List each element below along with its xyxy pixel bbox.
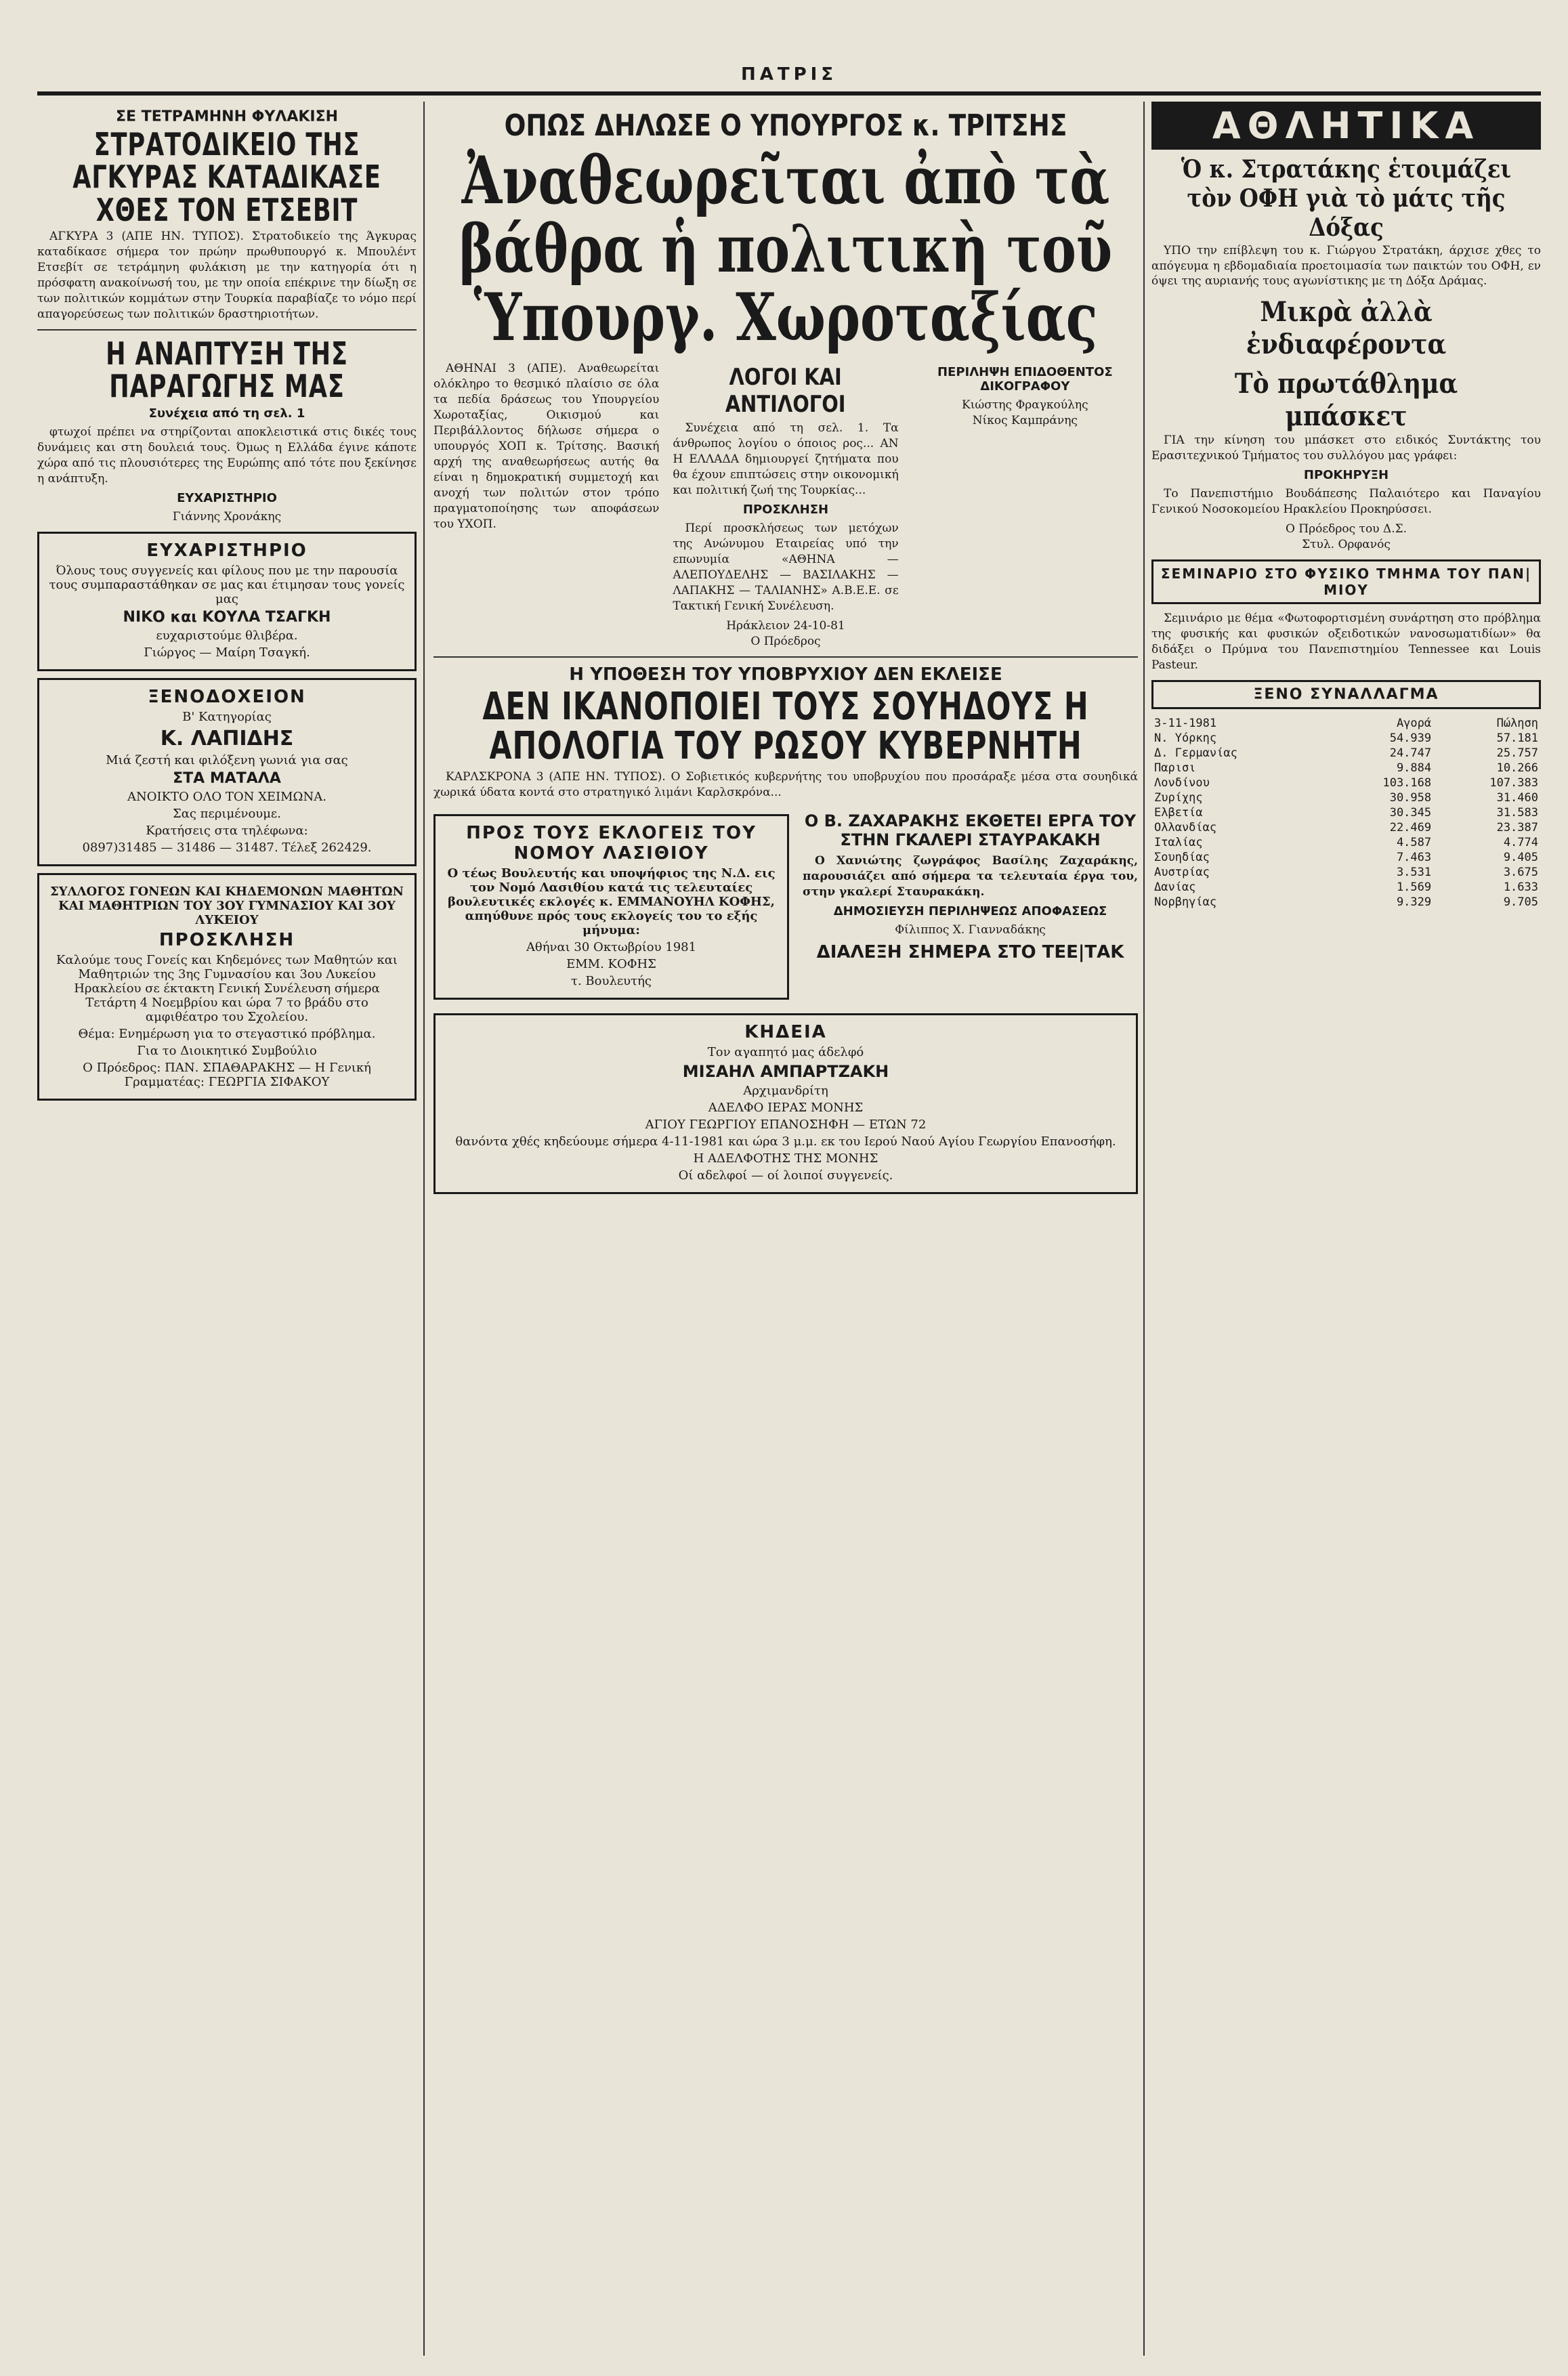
box-text: Σας περιμένουμε. — [173, 806, 281, 821]
fx-currency: Νορβηγίας — [1154, 895, 1217, 909]
article-body: Σεμινάριο με θέμα «Φωτοφορτισμένη συνάρτηση στο πρόβλημα της φυσικής και φυσικών οξειδοτικών νανοσωματιδίων» θα διδάξει ο Πρύμνα του Πανεπιστημίου Tennessee και Louis Pasteur. — [1151, 612, 1541, 672]
article-headline: ΔΕΝ ΙΚΑΝΟΠΟΙΕΙ ΤΟΥΣ ΣΟΥΗΔΟΥΣ Η ΑΠΟΛΟΓΙΑ ΤΟΥ ΡΩΣΟΥ ΚΥΒΕΡΝΗΤΗ — [482, 684, 1089, 769]
article-kicker: ΟΠΩΣ ΔΗΛΩΣΕ Ο ΥΠΟΥΡΓΟΣ κ. ΤΡΙΤΣΗΣ — [504, 108, 1067, 143]
fx-row — [1151, 895, 1541, 910]
fx-buy: 3.531 — [1396, 865, 1432, 879]
article-body: Ο Χανιώτης ζωγράφος Βασίλης Ζαχαράκης, παρουσιάζει από σήμερα τα τελευταία έργα του, στην γκαλερί Σταυρακάκη. — [803, 854, 1138, 899]
fx-sell: 57.181 — [1496, 731, 1538, 745]
section-headline: ΠΕΡΙΛΗΨΗ ΕΠΙΔΟΘΕΝΤΟΣ ΔΙΚΟΓΡΑΦΟΥ — [937, 365, 1113, 394]
section-headline: ΠΡΟΚΗΡΥΞΗ — [1303, 468, 1389, 483]
fx-buy: 54.939 — [1389, 731, 1432, 745]
fx-buy: 30.345 — [1389, 805, 1432, 820]
fx-col-buy: Αγορά — [1396, 716, 1432, 730]
article-subcolumn — [803, 807, 1138, 1006]
fx-sell: 23.387 — [1496, 820, 1538, 834]
association-notice — [37, 873, 417, 1101]
article-body: φτωχοί πρέπει να στηρίζονται αποκλειστικά στις δικές τους δυνάμεις και στη δουλειά τους. Όμως η Ελλάδα έγινε κάποτε χώρα από τις πλουσιότερες της Ευρώπης από τότε που ξεκίνησε η ανάπτυξη. — [37, 425, 417, 486]
fx-sell: 25.757 — [1496, 746, 1538, 760]
funeral-notice — [433, 1013, 1138, 1194]
box-text: Θέμα: Ενημέρωση για το στεγαστικό πρόβλημα. — [78, 1026, 376, 1041]
box-title: ΚΗΔΕΙΑ — [744, 1022, 827, 1043]
left-column — [37, 102, 417, 2356]
sports-banner: ΑΘΛΗΤΙΚΑ — [1151, 102, 1541, 150]
article-headline: Η ΑΝΑΠΤΥΞΗ ΤΗΣ ΠΑΡΑΓΩΓΗΣ ΜΑΣ — [106, 335, 348, 404]
fx-sell: 107.383 — [1489, 776, 1538, 790]
hotel-name: Κ. ΛΑΠΙΔΗΣ — [160, 726, 294, 750]
article-body: Συνέχεια από τη σελ. 1. Τα άνθρωπος λογίου ο όποιος ρος... ΑΝ Η ΕΛΛΑΔΑ δημιουργεί ζητήματα που θα έχουν επιπτώσεις στην οικονομική και πολιτική ζωή της Τουρκίας... — [673, 421, 899, 498]
fx-currency: Ν. Υόρκης — [1154, 731, 1217, 745]
fx-row — [1151, 731, 1541, 746]
thanks-box — [37, 532, 417, 671]
box-text: ΣΤΑ ΜΑΤΑΛΑ — [173, 769, 281, 787]
box-sign: Ο Πρόεδρος: ΠΑΝ. ΣΠΑΘΑΡΑΚΗΣ — Η Γενική Γραμματέας: ΓΕΩΡΓΙΑ ΣΙΦΑΚΟΥ — [83, 1060, 371, 1089]
box-title: ΠΡΟΣΚΛΗΣΗ — [158, 929, 295, 950]
column-rule — [1143, 102, 1145, 2356]
article-headline: Τὸ πρωτάθλημα μπάσκετ — [1234, 368, 1458, 433]
article-headline: Ὁ κ. Στρατάκης ἑτοιμάζει τὸν ΟΦΗ γιὰ τὸ μάτς τῆς Δόξας — [1181, 155, 1512, 242]
section-headline: ΔΙΑΛΕΞΗ ΣΗΜΕΡΑ ΣΤΟ ΤΕΕ|ΤΑΚ — [816, 941, 1124, 962]
box-text: ευχαριστούμε θλιβέρα. — [156, 628, 298, 643]
main-headline: Ἀναθεωρεῖται ἀπὸ τὰ βάθρα ἡ πολιτικὴ τοῦ Ὑπουργ. Χωροταξίας — [459, 142, 1113, 356]
signer: Στυλ. Ορφανός — [1302, 538, 1391, 552]
box-title: ΞΕΝΟΔΟΧΕΙΟΝ — [148, 686, 306, 707]
section-headline: ΔΗΜΟΣΙΕΥΣΗ ΠΕΡΙΛΗΨΕΩΣ ΑΠΟΦΑΣΕΩΣ — [833, 904, 1107, 918]
section-headline: Ο Β. ΖΑΧΑΡΑΚΗΣ ΕΚΘΕΤΕΙ ΕΡΓΑ ΤΟΥ ΣΤΗΝ ΓΚΑΛΕΡΙ ΣΤΑΥΡΑΚΑΚΗ — [804, 811, 1137, 850]
article-headline: ΣΤΡΑΤΟΔΙΚΕΙΟ ΤΗΣ ΑΓΚΥΡΑΣ ΚΑΤΑΔΙΚΑΣΕ ΧΘΕΣ ΤΟΝ ΕΤΣΕΒΙΤ — [72, 126, 381, 228]
fx-currency: Αυστρίας — [1154, 865, 1210, 879]
fx-sell: 3.675 — [1503, 865, 1538, 879]
box-text: ΑΓΙΟΥ ΓΕΩΡΓΙΟΥ ΕΠΑΝΟΣΗΦΗ — ΕΤΩΝ 72 — [645, 1118, 927, 1132]
column-rule — [423, 102, 425, 2356]
signer: Ο Πρόεδρος — [750, 634, 821, 648]
box-text: ΑΔΕΛΦΟ ΙΕΡΑΣ ΜΟΝΗΣ — [708, 1101, 864, 1116]
box-title: ΣΥΛΛΟΓΟΣ ΓΟΝΕΩΝ ΚΑΙ ΚΗΔΕΜΟΝΩΝ ΜΑΘΗΤΩΝ ΚΑΙ ΜΑΘΗΤΡΙΩΝ ΤΟΥ 3ΟΥ ΓΥΜΝΑΣΙΟΥ ΚΑΙ 3ΟΥ ΛΥΚΕΙΟΥ — [50, 884, 404, 927]
notice-title: ΕΥΧΑΡΙΣΤΗΡΙΟ — [177, 490, 277, 505]
fx-sell: 31.460 — [1496, 790, 1538, 805]
phone-numbers: 0897)31485 — 31486 — 31487. Τέλεξ 262429. — [82, 840, 372, 855]
article-body: ΚΑΡΛΣΚΡΟΝΑ 3 (ΑΠΕ ΗΝ. ΤΥΠΟΣ). Ο Σοβιετικός κυβερνήτης του υποβρυχίου που προσάραξε μέσα στα σουηδικά χωρικά ύδατα κοντά στο στρατηγικό λιμάνι Καρλσκρόνα... — [433, 770, 1138, 800]
fx-buy: 9.329 — [1396, 895, 1432, 909]
deceased-name: ΜΙΣΑΗΛ ΑΜΠΑΡΤΖΑΚΗ — [682, 1062, 889, 1082]
seminar-notice — [1151, 559, 1541, 604]
article-subcolumn — [673, 361, 898, 649]
section-headline: ΠΡΟΣΚΛΗΣΗ — [742, 503, 829, 517]
fx-sell: 10.266 — [1496, 761, 1538, 775]
signer: τ. Βουλευτής — [571, 974, 652, 989]
fx-row — [1151, 850, 1541, 865]
article-body: ΥΠΟ την επίβλεψη του κ. Γιώργου Στρατάκη, άρχισε χθες το απόγευμα η εβδομαδιαία προετοιμασία των παικτών του ΟΦΗ, εν όψει της αυριανής τους αγωνίστικης με τη Δόξα Δράμας. — [1151, 243, 1541, 289]
box-text: Ο τέως Βουλευτής και υποψήφιος της Ν.Δ. εις τον Νομό Λασιθίου κατά τις τελευταίες βουλευτικές εκλογές κ. ΕΜΜΑΝΟΥΗΛ ΚΟΦΗΣ, απηύθυνε πρός τους εκλογείς του το εξής μήνυμα: — [447, 866, 776, 938]
box-text: Μιά ζεστή και φιλόξενη γωνιά για σας — [106, 752, 348, 767]
election-notice — [433, 814, 789, 1000]
signer: ΕΜΜ. ΚΟΦΗΣ — [566, 957, 656, 972]
box-text: θανόντα χθές κηδεύουμε σήμερα 4-11-1981 και ώρα 3 μ.μ. εκ του Ιερού Ναού Αγίου Γεωργίου Επανοσήφη. — [455, 1134, 1116, 1149]
fx-currency: Λονδίνου — [1154, 776, 1210, 790]
fx-sell: 9.705 — [1503, 895, 1538, 909]
fx-currency: Δ. Γερμανίας — [1154, 746, 1237, 760]
section-headline: ΛΟΓΟΙ ΚΑΙ ΑΝΤΙΛΟΓΟΙ — [725, 364, 846, 419]
date-line: Ηράκλειον 24-10-81 — [726, 618, 845, 633]
article-body: ΑΘΗΝΑΙ 3 (ΑΠΕ). Αναθεωρείται ολόκληρο το θεσμικό πλαίσιο σε όλα τα πεδία δράσεως του Υπουργείου Χωροταξίας, Οικισμού και Περιβάλλοντος δήλωσε σήμερα ο υπουργός ΧΟΠ κ. Τρίτσης. Βασική αρχή της αναθεωρήσεως αυτής θα είναι η δημοκρατική συμμετοχή και ανοχή των πολιτών στον τρόπο πραγματοποίησης των αποφάσεων του ΥΧΟΠ. — [433, 362, 660, 531]
fx-buy: 22.469 — [1389, 820, 1432, 834]
fx-row — [1151, 790, 1541, 805]
fx-buy: 4.587 — [1396, 835, 1432, 849]
masthead — [37, 37, 1541, 96]
signer: Νίκος Καμπράνης — [972, 414, 1078, 428]
signer: Κιώστης Φραγκούλης — [962, 398, 1088, 412]
fx-currency: Σουηδίας — [1154, 850, 1210, 864]
fx-buy: 7.463 — [1396, 850, 1432, 864]
article-headline: Μικρὰ ἀλλὰ ἐνδιαφέροντα — [1246, 296, 1447, 361]
article-body: ΑΓΚΥΡΑ 3 (ΑΠΕ ΗΝ. ΤΥΠΟΣ). Στρατοδικείο της Άγκυρας καταδίκασε σήμερα τον πρώην πρωθυπουργό κ. Μπουλέντ Ετσεβίτ σε τετράμηνη φυλάκιση με την κατηγορία ότι η πρόσφατη ανακοίνωσή του, με την οποία επέκρινε την δίωξη σε των πολιτικών κομμάτων στην Τουρκία παραβίαζε το νόμο περί απαγορεύσεως των πολιτικών δραστηριοτήτων. — [37, 229, 417, 321]
article-kicker: ΣΕ ΤΕΤΡΑΜΗΝΗ ΦΥΛΑΚΙΣΗ — [115, 108, 339, 125]
fx-buy: 30.958 — [1389, 790, 1432, 805]
box-title: ΞΕΝΟ ΣΥΝΑΛΛΑΓΜΑ — [1253, 685, 1439, 703]
date-line: Αθήναι 30 Οκτωβρίου 1981 — [526, 940, 697, 955]
fx-row — [1151, 746, 1541, 761]
lower-columns — [433, 807, 1138, 1006]
fx-currency: Ολλανδίας — [1154, 820, 1217, 834]
fx-sell: 1.633 — [1503, 880, 1538, 894]
box-text: Αρχιμανδρίτη — [743, 1084, 828, 1099]
box-title: ΣΕΜΙΝΑΡΙΟ ΣΤΟ ΦΥΣΙΚΟ ΤΜΗΜΑ ΤΟΥ ΠΑΝ|ΜΙΟΥ — [1160, 566, 1532, 598]
sports-column — [1151, 102, 1541, 2356]
fx-row — [1151, 880, 1541, 895]
box-text: Όλους τους συγγενείς και φίλους που με την παρουσία τους συμπαραστάθηκαν σε μας και έτιμησαν τους γονείς μας — [49, 563, 405, 606]
fx-buy: 24.747 — [1389, 746, 1432, 760]
box-text: ΑΝΟΙΚΤΟ ΟΛΟ ΤΟΝ ΧΕΙΜΩΝΑ. — [127, 789, 326, 804]
center-column — [433, 102, 1138, 2356]
fx-buy: 1.569 — [1396, 880, 1432, 894]
box-text: Β' Κατηγορίας — [182, 709, 272, 724]
fx-sell: 4.774 — [1503, 835, 1538, 849]
article-kicker: Η ΥΠΟΘΕΣΗ ΤΟΥ ΥΠΟΒΡΥΧΙΟΥ ΔΕΝ ΕΚΛΕΙΣΕ — [569, 664, 1002, 685]
fx-row — [1151, 776, 1541, 790]
box-title: ΕΥΧΑΡΙΣΤΗΡΙΟ — [146, 540, 308, 561]
box-names: ΝΙΚΟ και ΚΟΥΛΑ ΤΣΑΓΚΗ — [123, 608, 331, 626]
fx-buy: 103.168 — [1382, 776, 1432, 790]
signer: Ο Πρόεδρος του Δ.Σ. — [1285, 522, 1407, 536]
fx-row — [1151, 761, 1541, 776]
box-text: Για το Διοικητικό Συμβούλιο — [137, 1043, 317, 1058]
box-text: Οί αδελφοί — οί λοιποί συγγενείς. — [678, 1168, 893, 1183]
box-text: Κρατήσεις στα τηλέφωνα: — [146, 823, 308, 838]
box-title: ΠΡΟΣ ΤΟΥΣ ΕΚΛΟΓΕΙΣ ΤΟΥ ΝΟΜΟΥ ΛΑΣΙΘΙΟΥ — [466, 823, 757, 864]
fx-date: 3-11-1981 — [1154, 716, 1217, 730]
fx-sell: 9.405 — [1503, 850, 1538, 864]
article-body: Το Πανεπιστήμιο Βουδάπεσης Παλαιότερο και Παναγίου Γενικού Νοσοκομείου Ηρακλείου Προκηρύσσει. — [1151, 487, 1541, 517]
hotel-ad — [37, 678, 417, 866]
fx-buy: 9.884 — [1396, 761, 1432, 775]
box-text: Καλούμε τους Γονείς και Κηδεμόνες των Μαθητών και Μαθητριών της 3ης Γυμνασίου και 3ου Λυκείου Ηρακλείου σε έκτακτη Γενική Συνέλευση σήμερα Τετάρτη 4 Νοεμβρίου και ώρα 7 το βράδυ στο αμφιθέατρο του Σχολείου. — [56, 952, 398, 1024]
box-text: Τον αγαπητό μας άδελφό — [707, 1045, 864, 1060]
fx-col-sell: Πώληση — [1496, 716, 1538, 730]
continued-label: Συνέχεια από τη σελ. 1 — [148, 406, 305, 421]
divider — [433, 656, 1138, 658]
fx-currency: Ιταλίας — [1154, 835, 1203, 849]
article-subcolumn — [912, 361, 1138, 649]
article-columns — [433, 361, 1138, 649]
fx-row — [1151, 865, 1541, 880]
fx-header — [1151, 680, 1541, 709]
signer: Φίλιππος Χ. Γιανναδάκης — [895, 922, 1046, 937]
signer: Γιάννης Χρονάκης — [172, 509, 282, 524]
box-text: Η ΑΔΕΛΦΟΤΗΣ ΤΗΣ ΜΟΝΗΣ — [693, 1151, 878, 1166]
article-body: ΓΙΑ την κίνηση του μπάσκετ στο ειδικός Συντάκτης του Ερασιτεχνικού Τμήματος του συλλόγου μας γράφει: — [1151, 433, 1541, 463]
fx-row — [1151, 805, 1541, 820]
fx-sell: 31.583 — [1496, 805, 1538, 820]
fx-currency: Δανίας — [1154, 880, 1196, 894]
fx-table — [1151, 716, 1541, 910]
fx-row — [1151, 835, 1541, 850]
fx-header-row — [1151, 716, 1541, 731]
masthead-title: ΠΑΤΡΙΣ — [740, 64, 838, 85]
box-sign: Γιώργος — Μαίρη Τσαγκή. — [144, 645, 310, 660]
fx-currency: Ελβετία — [1154, 805, 1203, 820]
fx-currency: Ζυρίχης — [1154, 790, 1203, 805]
fx-currency: Παρισι — [1154, 761, 1196, 775]
divider — [37, 329, 417, 331]
article-body: Περί προσκλήσεως των μετόχων της Ανώνυμου Εταιρείας υπό την επωνυμία «ΑΘΗΝΑ — ΑΛΕΠΟΥΔΕΛΗΣ — ΒΑΣΙΛΑΚΗΣ — ΛΑΠΑΚΗΣ — ΤΑΛΙΑΝΗΣ» Α.Β.Ε.Ε. σε Τακτική Γενική Συνέλευση. — [673, 522, 899, 613]
fx-rows — [1151, 731, 1541, 910]
fx-row — [1151, 820, 1541, 835]
